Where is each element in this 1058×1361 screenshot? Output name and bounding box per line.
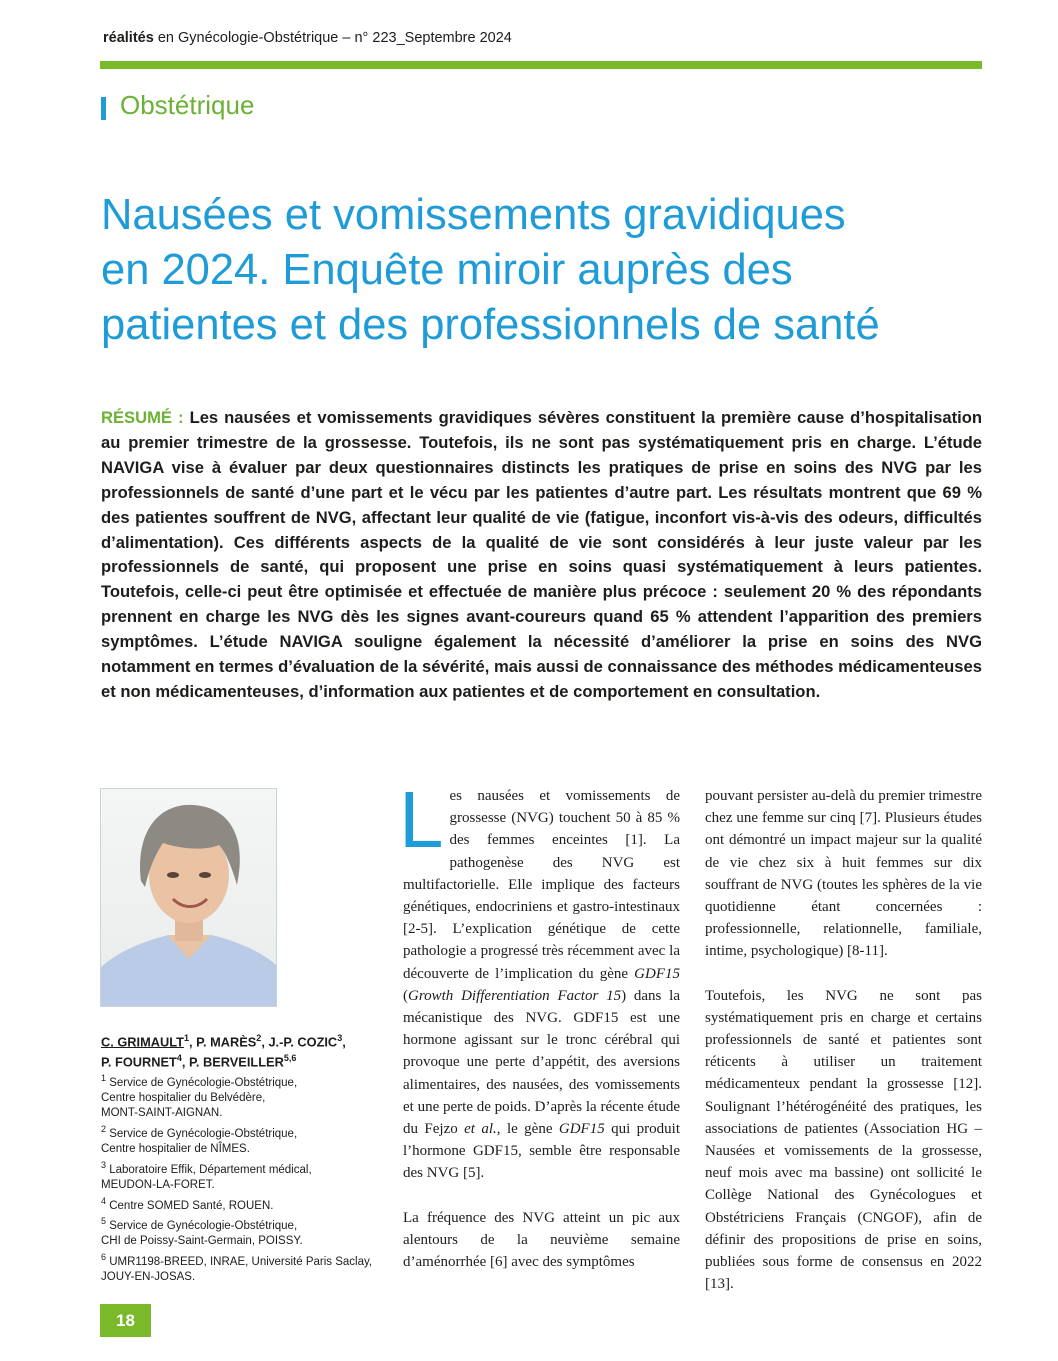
section-title: Obstétrique bbox=[120, 90, 255, 120]
abstract bbox=[101, 406, 982, 705]
affiliation: $^3$ Laboratoire Effik, Département médical, MEUDON-LA-FORET. bbox=[101, 1159, 312, 1192]
author-block bbox=[101, 1030, 385, 1286]
author-name: P. BERVEILLER bbox=[188, 1054, 284, 1070]
affiliation: $^1$ Service de Gynécologie-Obstétrique, Centre hospitalier du Belvédère, MONT-SAINT-AIGNAN. bbox=[101, 1072, 298, 1120]
author-names: C. GRIMAULT$^1$, P. MARÈS$^2$, J.-P. COZIC$^3$, P. FOURNET$^4$, P. BERVEILLER$^{5,6}$ bbox=[101, 1033, 346, 1070]
body-paragraph: Les nausées et vomissements de grossesse (NVG) touchent 50 à 85 % des femmes enceintes [1]. La pathogenèse des NVG est multifactorielle. Elle implique des facteurs génétiques, endocriniens et gastro-intestinaux [2-5]. L’explication génétique de cette pathologie a progressé très récemment avec la découverte de l’implication du gène GDF15 (Growth Differentiation Factor 15) dans la mécanistique des NVG. GDF15 est une hormone agissant sur le tronc cérébral qui provoque une perte d’appétit, des aversions alimentaires, des nausées, des vomissements et une perte de poids. D’après la récente étude du Fejzo et al., le gène GDF15 qui produit l’hormone GDF15, semble être responsable des NVG [5]. bbox=[399, 775, 681, 1182]
header-rule bbox=[100, 61, 982, 69]
author-name: J.-P. COZIC bbox=[268, 1034, 338, 1050]
body-paragraph: pouvant persister au-delà du premier trimestre chez une femme sur cinq [7]. Plusieurs études ont démontré un impact majeur sur la qualité de vie chez six à huit femmes sur dix souffrant de NVG (toutes les sphères de la vie quotidienne étant concernées : professionnelle, relationnelle, familiale, intime, psychologique) [8-11]. bbox=[705, 788, 982, 960]
affiliation: $^4$ Centre SOMED Santé, ROUEN. bbox=[101, 1195, 274, 1212]
author-photo bbox=[100, 788, 277, 1007]
portrait-image bbox=[101, 789, 276, 1006]
running-head bbox=[103, 30, 512, 46]
title-line: patientes et des professionnels de santé bbox=[101, 301, 880, 349]
affiliation: $^6$ UMR1198-BREED, INRAE, Université Paris Saclay, JOUY-EN-JOSAS. bbox=[101, 1251, 373, 1283]
affiliation: $^2$ Service de Gynécologie-Obstétrique, Centre hospitalier de NÎMES. bbox=[101, 1123, 298, 1156]
author-name: C. GRIMAULT bbox=[101, 1034, 184, 1050]
body-paragraph: La fréquence des NVG atteint un pic aux alentours de la neuvième semaine d’aménorrhée [6] avec des symptômes bbox=[403, 1209, 680, 1271]
affiliation: $^5$ Service de Gynécologie-Obstétrique, CHI de Poissy-Saint-Germain, POISSY. bbox=[101, 1215, 303, 1248]
abstract-label: RÉSUMÉ : bbox=[101, 408, 184, 427]
title-line: Nausées et vomissements gravidiques bbox=[101, 191, 846, 239]
journal-name: réalités bbox=[103, 30, 154, 46]
body-column-1 bbox=[399, 775, 681, 1273]
body-paragraph: Toutefois, les NVG ne sont pas systématiquement pris en charge et certains professionnels de santé et patientes sont réticents à utiliser un traitement médicamenteux pendant la grossesse [12]. Soulignant l’hétérogénéité des pratiques, les associations de patientes (Association HG – Nausées et vomissements de la grossesse, neuf mois avec ma bassine) ont sollicité le Collège National des Gynécologues et Obstétriciens Français (CNGOF), afin de définir des propositions de prise en soins, publiées sous forme de consensus en 2022 [13]. bbox=[705, 987, 982, 1293]
article-title bbox=[101, 188, 1001, 353]
journal-issue: en Gynécologie-Obstétrique – n° 223_Septembre 2024 bbox=[153, 30, 512, 46]
author-name: P. FOURNET bbox=[101, 1054, 177, 1070]
affiliation-list bbox=[101, 1071, 385, 1286]
page-number: 18 bbox=[100, 1304, 151, 1337]
author-name: P. MARÈS bbox=[196, 1034, 257, 1050]
abstract-text: Les nausées et vomissements gravidiques sévères constituent la première cause d’hospitalisation au premier trimestre de la grossesse. Toutefois, ils ne sont pas systématiquement pris en charge. L’étude NAVIGA vise à évaluer par deux questionnaires distincts les pratiques de prise en soins des NVG par les professionnels de santé d’une part et le vécu par les patientes d’autre part. Les résultats montrent que 69 % des patientes souffrent de NVG, affectant leur qualité de vie (fatigue, inconfort vis-à-vis des odeurs, difficultés d’alimentation). Ces différents aspects de la qualité de vie sont considérés à leur juste valeur par les professionnels de santé, qui proposent une prise en soins quasi systématiquement à leurs patientes. Toutefois, celle-ci peut être optimisée et effectuée de manière plus précoce : seulement 20 % des répondants prennent en charge les NVG dès les signes avant-coureurs quand 65 % attendent l’apparition des premiers symptômes. L’étude NAVIGA souligne également la nécessité d’améliorer la prise en soins des NVG notamment en termes d’évaluation de la sévérité, mais aussi de connaissance des méthodes médicamenteuses et non médicamenteuses, d’information aux patientes et de comportement en consultation. bbox=[101, 408, 982, 701]
drop-cap: L bbox=[399, 775, 444, 864]
body-column-2 bbox=[705, 785, 982, 1295]
title-line: en 2024. Enquête miroir auprès des bbox=[101, 246, 793, 294]
section-marker bbox=[101, 97, 106, 120]
